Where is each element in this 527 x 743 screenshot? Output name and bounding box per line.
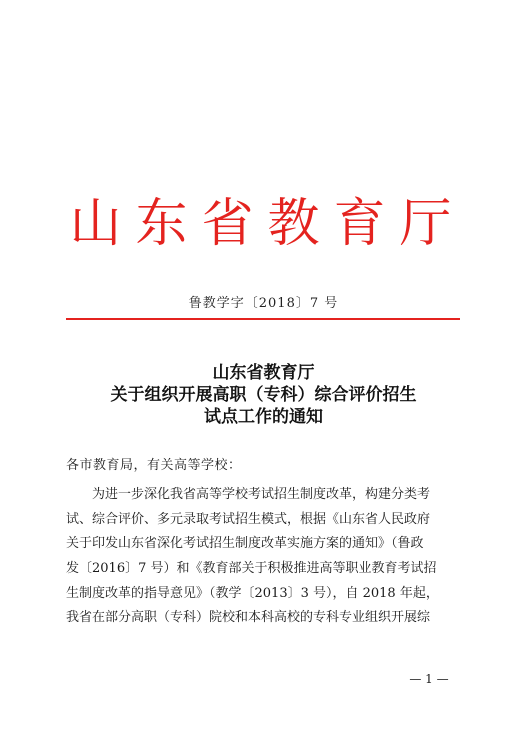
salutation: 各市教育局，有关高等学校： xyxy=(66,458,242,473)
issuer-masthead: 山东省教育厅 xyxy=(69,194,466,254)
document-number: 鲁教学字〔2018〕7 号 xyxy=(188,296,339,311)
document-title xyxy=(40,362,487,428)
red-divider-line xyxy=(66,318,460,320)
body-paragraph xyxy=(66,485,462,633)
page-number: — 1 — xyxy=(409,672,449,686)
body-line: 关于印发山东省深化考试招生制度改革实施方案的通知》（鲁政 xyxy=(66,536,424,552)
title-line-1: 山东省教育厅 xyxy=(212,363,315,383)
body-line: 发〔2016〕7 号）和《教育部关于积极推进高等职业教育考试招 xyxy=(66,561,437,577)
body-line: 我省在部分高职（专科）院校和本科高校的专科专业组织开展综 xyxy=(66,610,431,626)
body-line: 为进一步深化我省高等学校考试招生制度改革，构建分类考 xyxy=(92,487,431,502)
title-line-2: 关于组织开展高职（专科）综合评价招生 xyxy=(110,385,417,405)
body-line: 生制度改革的指导意见》（教学〔2013〕3 号），自 2018 年起， xyxy=(66,585,439,601)
body-line: 试、综合评价、多元录取考试招生模式，根据《山东省人民政府 xyxy=(66,511,431,527)
title-line-3: 试点工作的通知 xyxy=(204,407,323,427)
